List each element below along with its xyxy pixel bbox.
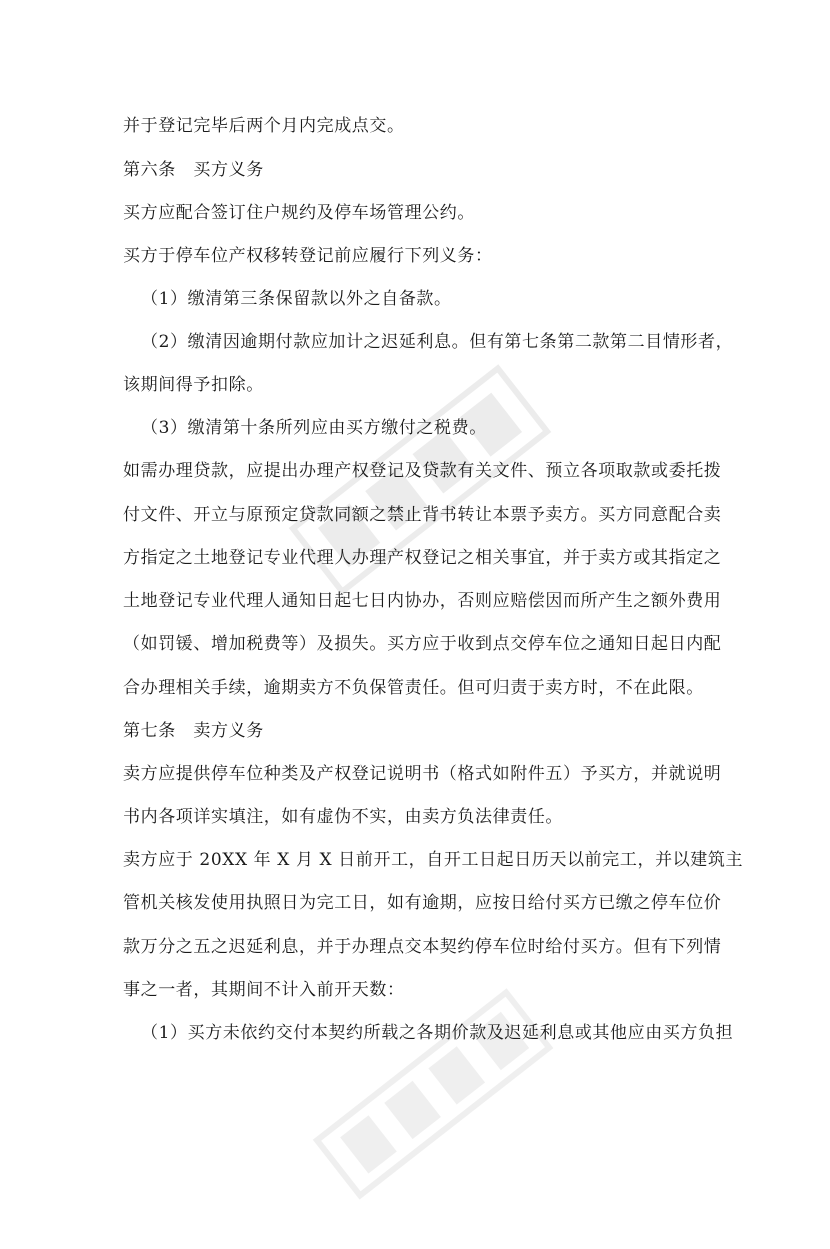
- line-19: 管机关核发使用执照日为完工日，如有逾期，应按日给付买方已缴之停车位价: [123, 893, 722, 913]
- section-seven-heading: 第七条 卖方义务: [123, 721, 264, 741]
- line-12: 土地登记专业代理人通知日起七日内协办，否则应赔偿因而所产生之额外费用: [123, 591, 722, 611]
- line-3: 买方应配合签订住户规约及停车场管理公约。: [123, 203, 475, 223]
- watermark-icon-lower: [266, 931, 594, 1249]
- line-22: （1）买方未依约交付本契约所载之各期价款及迟延利息或其他应由买方负担: [141, 1023, 734, 1043]
- section-six-heading: 第六条 买方义务: [123, 160, 264, 180]
- line-18: 卖方应于 20XX 年 X 月 X 日前开工，自开工日起日历天以前完工，并以建筑主: [123, 850, 744, 870]
- line-11: 方指定之土地登记专业代理人办理产权登记之相关事宜，并于卖方或其指定之: [123, 548, 722, 568]
- line-7: 该期间得予扣除。: [123, 375, 264, 395]
- line-4: 买方于停车位产权移转登记前应履行下列义务：: [123, 246, 493, 266]
- line-5: （1）缴清第三条保留款以外之自备款。: [141, 289, 452, 309]
- line-6: （2）缴清因逾期付款应加计之迟延利息。但有第七条第二款第二目情形者，: [141, 332, 734, 352]
- line-13: （如罚锾、增加税费等）及损失。买方应于收到点交停车位之通知日起日内配: [123, 634, 722, 654]
- line-8: （3）缴清第十条所列应由买方缴付之税费。: [141, 418, 487, 438]
- line-14: 合办理相关手续，逾期卖方不负保管责任。但可归责于卖方时，不在此限。: [123, 678, 704, 698]
- line-21: 事之一者，其期间不计入前开天数：: [123, 980, 405, 1000]
- line-17: 书内各项详实填注，如有虚伪不实，由卖方负法律责任。: [123, 807, 563, 827]
- line-16: 卖方应提供停车位种类及产权登记说明书（格式如附件五）予买方，并就说明: [123, 764, 722, 784]
- line-20: 款万分之五之迟延利息，并于办理点交本契约停车位时给付买方。但有下列情: [123, 937, 722, 957]
- line-9: 如需办理贷款，应提出办理产权登记及贷款有关文件、预立各项取款或委托拨: [123, 461, 722, 481]
- line-10: 付文件、开立与原预定贷款同额之禁止背书转让本票予卖方。买方同意配合卖: [123, 505, 722, 525]
- line-1: 并于登记完毕后两个月内完成点交。: [123, 116, 405, 136]
